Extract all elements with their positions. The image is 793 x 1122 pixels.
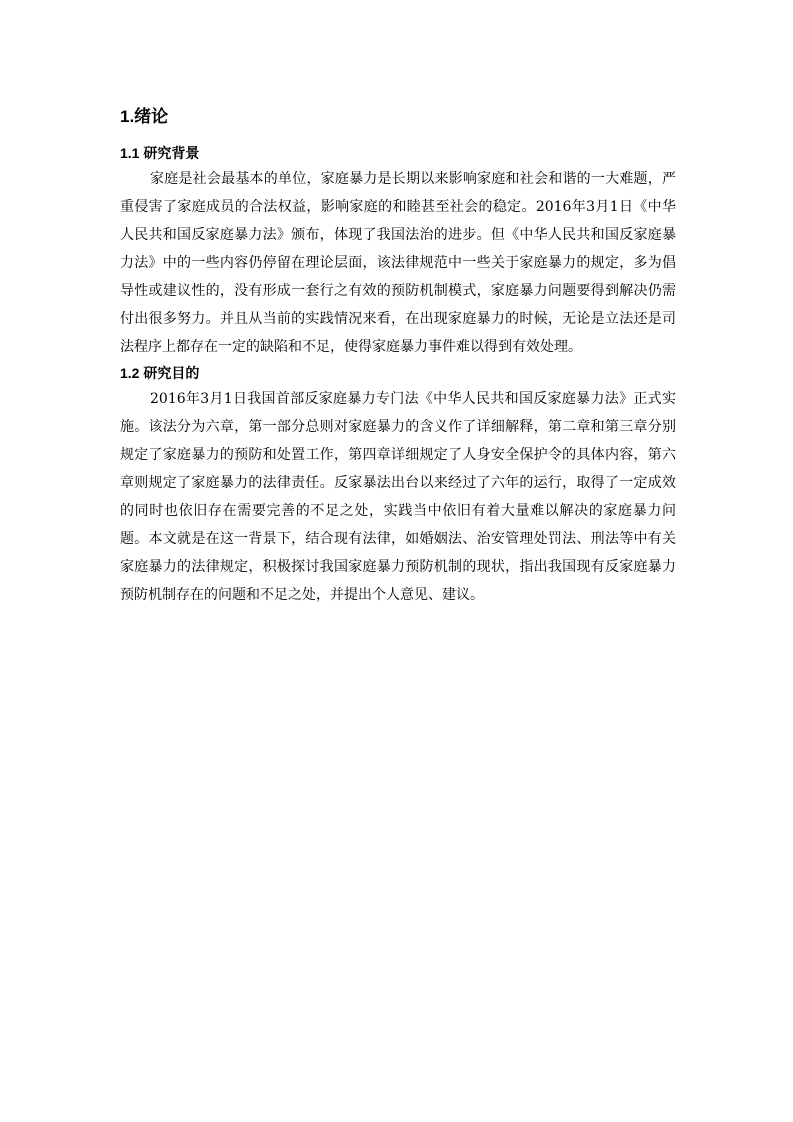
section-paragraph-background: 家庭是社会最基本的单位，家庭暴力是长期以来影响家庭和社会和谐的一大难题，严重侵害了家庭成员的合法权益，影响家庭的和睦甚至社会的稳定。2016年3月1日《中华人民共和国反家庭暴力法》颁布，体现了我国法治的进步。但《中华人民共和国反家庭暴力法》中的一些内容仍停留在理论层面，该法律规范中一些关于家庭暴力的规定，多为倡导性或建议性的，没有形成一套行之有效的预防机制模式，家庭暴力问题要得到解决仍需付出很多努力。并且从当前的实践情况来看，在出现家庭暴力的时候，无论是立法还是司法程序上都存在一定的缺陷和不足，使得家庭暴力事件难以得到有效处理。 [120,171,676,355]
section-heading-purpose: 1.2 研究目的 [120,365,200,381]
section-paragraph-purpose: 2016年3月1日我国首部反家庭暴力专门法《中华人民共和国反家庭暴力法》正式实施。该法分为六章，第一部分总则对家庭暴力的含义作了详细解释，第二章和第三章分别规定了家庭暴力的预防和处置工作，第四章详细规定了人身安全保护令的具体内容，第六章则规定了家庭暴力的法律责任。反家暴法出台以来经过了六年的运行，取得了一定成效的同时也依旧存在需要完善的不足之处，实践当中依旧有着大量难以解决的家庭暴力问题。本文就是在这一背景下，结合现有法律，如婚姻法、治安管理处罚法、刑法等中有关家庭暴力的法律规定，积极探讨我国家庭暴力预防机制的现状，指出我国现有反家庭暴力预防机制存在的问题和不足之处，并提出个人意见、建议。 [120,391,676,603]
page-content [120,103,676,609]
section-heading-background: 1.1 研究背景 [120,145,200,161]
chapter-title: 1.绪论 [120,107,169,126]
